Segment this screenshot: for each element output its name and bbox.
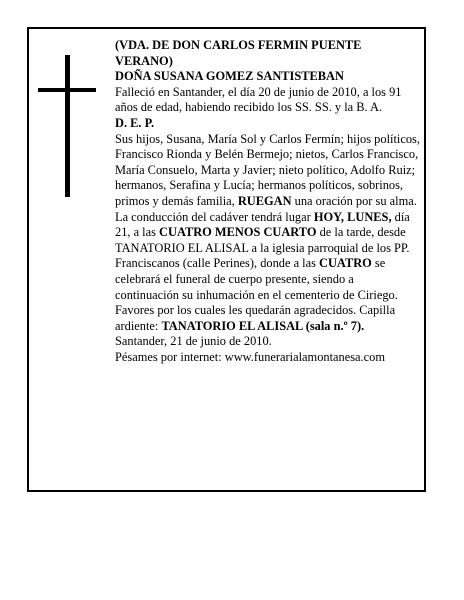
- death-statement: Falleció en Santander, el día 20 de junio de 2010, a los 91 años de edad, habiendo recibido los SS. SS. y la B. A.: [115, 84, 402, 115]
- place-date: Santander, 21 de junio de 2010.: [115, 334, 272, 349]
- chapel-name: TANATORIO EL ALISAL (sala n.º 7).: [161, 318, 365, 333]
- widow-of-line: (VDA. DE DON CARLOS FERMIN PUENTE VERANO): [115, 38, 362, 68]
- day-text: HOY, LUNES,: [313, 209, 392, 224]
- route-text: de la tarde, desde TANATORIO EL ALISAL a la iglesia parroquial de los PP. Franciscanos (calle Perines), donde a las: [115, 225, 410, 271]
- family-list: Sus hijos, Susana, María Sol y Carlos Fermín; hijos políticos, Francisco Rionda y Belén Bermejo; nietos, Carlos Francisco, María Consuelo, Marta y Javier; nieto político, Adolfo Ruiz; hermanos, Serafina y Lucía; hermanos políticos, sobrinos, primos y demás familia,: [115, 131, 420, 208]
- date-text: día 21, a las: [115, 209, 410, 240]
- second-time: CUATRO: [319, 256, 372, 271]
- ruegan-word: RUEGAN: [237, 193, 292, 208]
- rest-in-peace: D. E. P.: [115, 115, 155, 130]
- funeral-text: se celebrará el funeral de cuerpo presente, siendo a continuación su inhumación en el cementerio de Ciriego. Favores por los cuales les quedarán agradecidos. Capilla ardiente:: [115, 256, 398, 333]
- cross-icon: [38, 55, 96, 197]
- prayer-text: una oración por su alma. La conducción del cadáver tendrá lugar: [115, 193, 417, 224]
- first-time: CUATRO MENOS CUARTO: [159, 225, 317, 240]
- family-paragraph: [115, 132, 420, 335]
- condolences-line: Pésames por internet: www.funerarialamontanesa.com: [115, 349, 385, 364]
- obituary-text: [115, 38, 420, 365]
- deceased-name: DOÑA SUSANA GOMEZ SANTISTEBAN: [115, 69, 344, 84]
